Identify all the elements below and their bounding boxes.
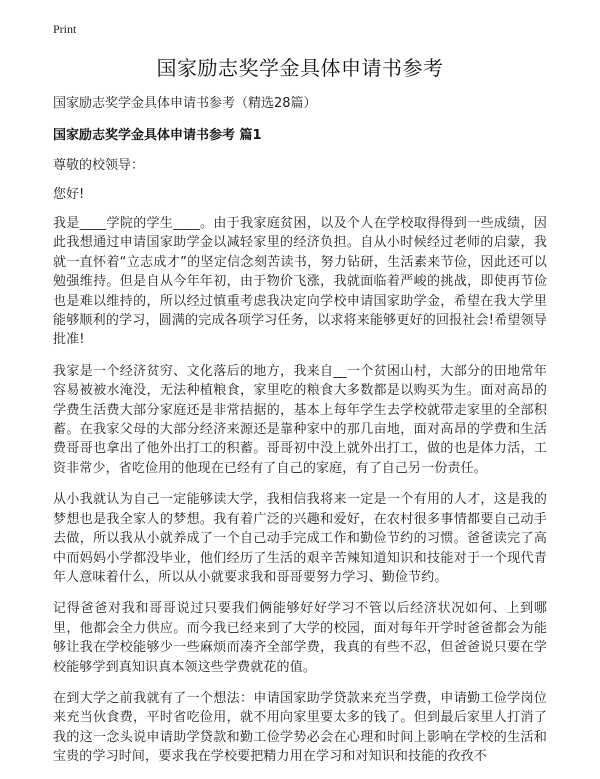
paragraph: 记得爸爸对我和哥哥说过只要我们俩能够好好学习不管以后经济状况如何、上到哪里，他都会全力供应。而今我已经来到了大学的校园，面对每年开学时爸爸都会为能够让我在学校能够少一些麻烦而凑齐全部学费，我真的有些不忍，但爸爸说只要在学校能够学到真知识真本领这些学费就花的值。 — [53, 601, 547, 675]
greeting: 您好! — [53, 187, 85, 202]
paragraph: 从小我就认为自己一定能够读大学，我相信我将来一定是一个有用的人才，这是我的梦想也是我全家人的梦想。我有着广泛的兴趣和爱好，在农村很多事情都要自己动手去做，所以我从小就养成了一个自己动手完成工作和勤俭节约的习惯。爸爸读完了高中而妈妈小学都没毕业，他们经历了生活的艰辛苦辣知道知识和技能对于一个现代青年人意味着什么，所以从小就要求我和哥哥要努力学习、勤俭节约。 — [53, 492, 547, 585]
salutation: 尊敬的校领导： — [53, 158, 145, 173]
paragraph: 在到大学之前我就有了一个想法：申请国家助学贷款来充当学费，申请勤工俭学岗位来充当伙食费，平时省吃俭用，就不用向家里要太多的钱了。但到最后家里人打消了我的这一念头说申请助学贷款和勤工俭学势必会在心理和时间上影响在学校的生活和宝贵的学习时间，要求我在学校要把精力用在学习和对知识和技能的孜孜不 — [53, 690, 547, 765]
print-label: Print — [53, 22, 77, 36]
document-subtitle: 国家励志奖学金具体申请书参考（精选28篇） — [53, 96, 317, 111]
paragraph: 我家是一个经济贫穷、文化落后的地方，我来自__一个贫困山村，大部分的田地常年容易被被水淹没，无法种植粮食，家里吃的粮食大多数都是以购买为生。面对高昂的学费生活费大部分家庭还是非常拮据的，基本上每年学生去学校就带走家里的全部积蓄。在我家父母的大部分经济来源还是靠种家中的那几亩地，面对高昂的学费和生活费哥哥也拿出了他外出打工的积蓄。哥哥初中没上就外出打工，做的也是体力活，工资非常少，省吃俭用的他现在已经有了自己的家庭，有了自己另一份责任。 — [53, 363, 547, 476]
paragraph: 我是____学院的学生____。由于我家庭贫困，以及个人在学校取得得到一些成绩，因此我想通过申请国家助学金以减轻家里的经济负担。自从小时候经过老师的启蒙，我就一直怀着“立志成才”的坚定信念刻苦读书，努力钻研，生活素来节俭，因此还可以勉强维持。但是自从今年年初，由于物价飞涨，我就面临着严峻的挑战，即使再节俭也是难以维持的，所以经过慎重考虑我决定向学校申请国家助学金，希望在我大学里能够顺利的学习，圆满的完成各项学习任务，以求将来能够更好的回报社会!希望领导批准! — [53, 216, 547, 348]
section-heading: 国家励志奖学金具体申请书参考 篇1 — [53, 128, 262, 143]
document-title: 国家励志奖学金具体申请书参考 — [156, 56, 444, 80]
document-body — [53, 94, 547, 779]
